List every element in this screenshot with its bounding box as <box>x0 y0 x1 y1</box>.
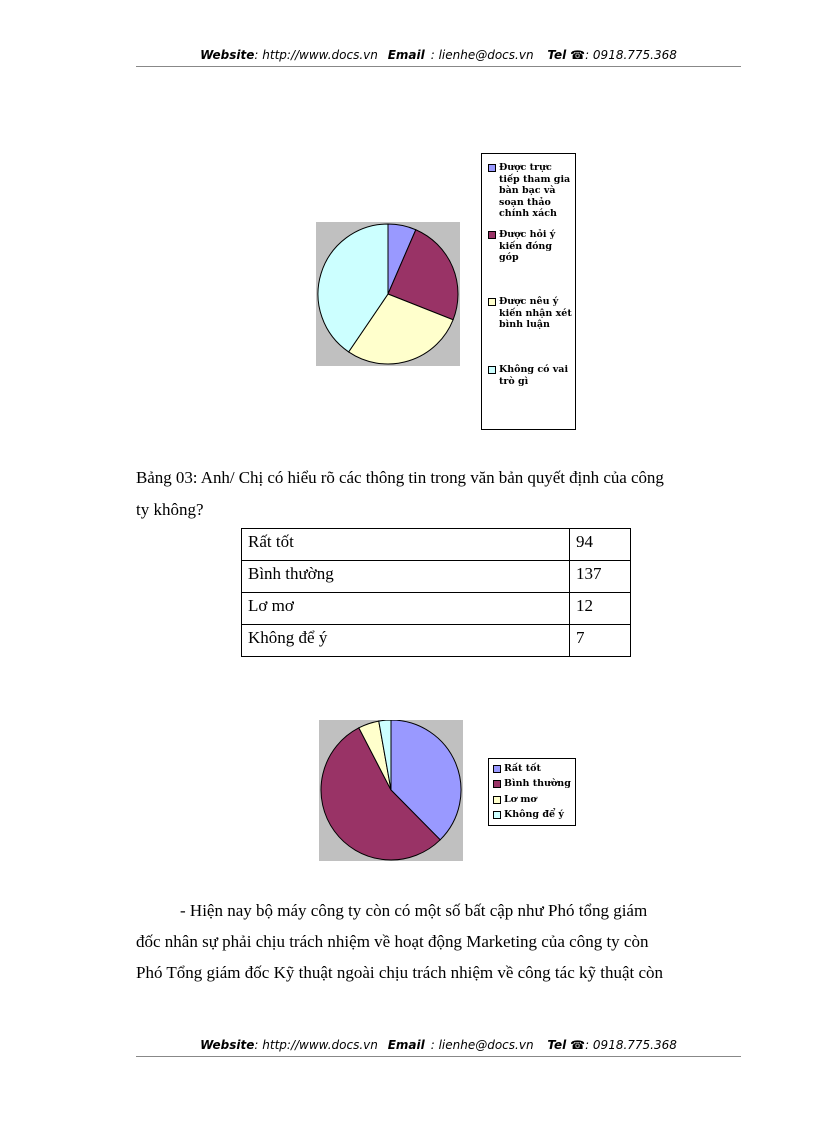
chart1-legend-label-3: Không có vai trò gì <box>499 364 569 387</box>
chart1-pie <box>316 222 460 366</box>
table-cell-label: Rất tốt <box>242 529 570 561</box>
chart2-legend-item-1 <box>493 778 571 790</box>
chart1-legend-label-0: Được trực tiếp tham gia bàn bạc và soạn thảo chính xách <box>499 162 571 219</box>
chart2-pie <box>319 720 463 861</box>
footer-rule <box>136 1056 741 1057</box>
table-row <box>242 529 631 561</box>
chart1-legend-item-3 <box>488 364 572 387</box>
header-website-label: Website <box>200 48 255 62</box>
chart1-legend-label-1: Được hỏi ý kiến đóng góp <box>499 229 556 263</box>
header-tel-label: Tel <box>547 48 567 62</box>
header-website-value: : http://www.docs.vn <box>254 48 378 62</box>
chart1-legend-item-0 <box>488 162 572 220</box>
footer-tel-label: Tel <box>547 1038 567 1052</box>
body-line-2: đốc nhân sự phải chịu trách nhiệm về hoạt động Marketing của công ty còn <box>136 932 649 951</box>
chart1-legend-item-2 <box>488 296 572 331</box>
phone-icon: ☎ <box>570 48 586 62</box>
chart1-legend-swatch-2 <box>488 298 496 306</box>
footer-website-value: : http://www.docs.vn <box>254 1038 378 1052</box>
chart1-legend-label-2: Được nêu ý kiến nhận xét bình luận <box>499 296 572 330</box>
table-row <box>242 593 631 625</box>
chart1-legend-swatch-0 <box>488 164 496 172</box>
chart2-legend-swatch-2 <box>493 796 501 804</box>
header-tel-value: : 0918.775.368 <box>585 48 677 62</box>
chart2-legend-swatch-1 <box>493 780 501 788</box>
chart2-legend-label-0: Rất tốt <box>504 763 541 774</box>
chart2-legend <box>488 758 576 826</box>
table-cell-label: Bình thường <box>242 561 570 593</box>
chart2-legend-item-0 <box>493 763 541 775</box>
table-cell-value: 137 <box>570 561 631 593</box>
footer-website-label: Website <box>200 1038 255 1052</box>
table-caption-line2: ty không? <box>136 500 204 519</box>
footer-tel-value: : 0918.775.368 <box>585 1038 677 1052</box>
chart1-legend-swatch-1 <box>488 231 496 239</box>
footer-email-label: Email <box>387 1038 425 1052</box>
table-row <box>242 625 631 657</box>
footer-email-value: : lienhe@docs.vn <box>430 1038 534 1052</box>
chart2-legend-swatch-0 <box>493 765 501 773</box>
page-header <box>136 48 741 62</box>
chart2-legend-label-1: Bình thường <box>504 778 571 789</box>
header-email-label: Email <box>387 48 425 62</box>
chart2-legend-item-2 <box>493 794 537 806</box>
chart2-legend-label-3: Không để ý <box>504 809 564 820</box>
page-footer <box>136 1038 741 1052</box>
chart1-legend <box>481 153 576 430</box>
header-rule <box>136 66 741 67</box>
table-cell-value: 12 <box>570 593 631 625</box>
table-cell-label: Lơ mơ <box>242 593 570 625</box>
table-caption-line1: Bảng 03: Anh/ Chị có hiểu rõ các thông tin trong văn bản quyết định của công <box>136 468 664 487</box>
chart2-legend-label-2: Lơ mơ <box>504 794 537 805</box>
body-line-3: Phó Tổng giám đốc Kỹ thuật ngoài chịu trách nhiệm về công tác kỹ thuật còn <box>136 963 664 982</box>
chart1-legend-swatch-3 <box>488 366 496 374</box>
table-cell-value: 7 <box>570 625 631 657</box>
phone-icon: ☎ <box>570 1038 586 1052</box>
body-line-1: - Hiện nay bộ máy công ty còn có một số bất cập như Phó tổng giám <box>180 901 648 920</box>
survey-table <box>241 528 631 657</box>
table-cell-label: Không để ý <box>242 625 570 657</box>
table-cell-value: 94 <box>570 529 631 561</box>
chart2-legend-item-3 <box>493 809 564 821</box>
header-email-value: : lienhe@docs.vn <box>430 48 534 62</box>
table-row <box>242 561 631 593</box>
chart2-legend-swatch-3 <box>493 811 501 819</box>
chart1-legend-item-1 <box>488 229 572 264</box>
